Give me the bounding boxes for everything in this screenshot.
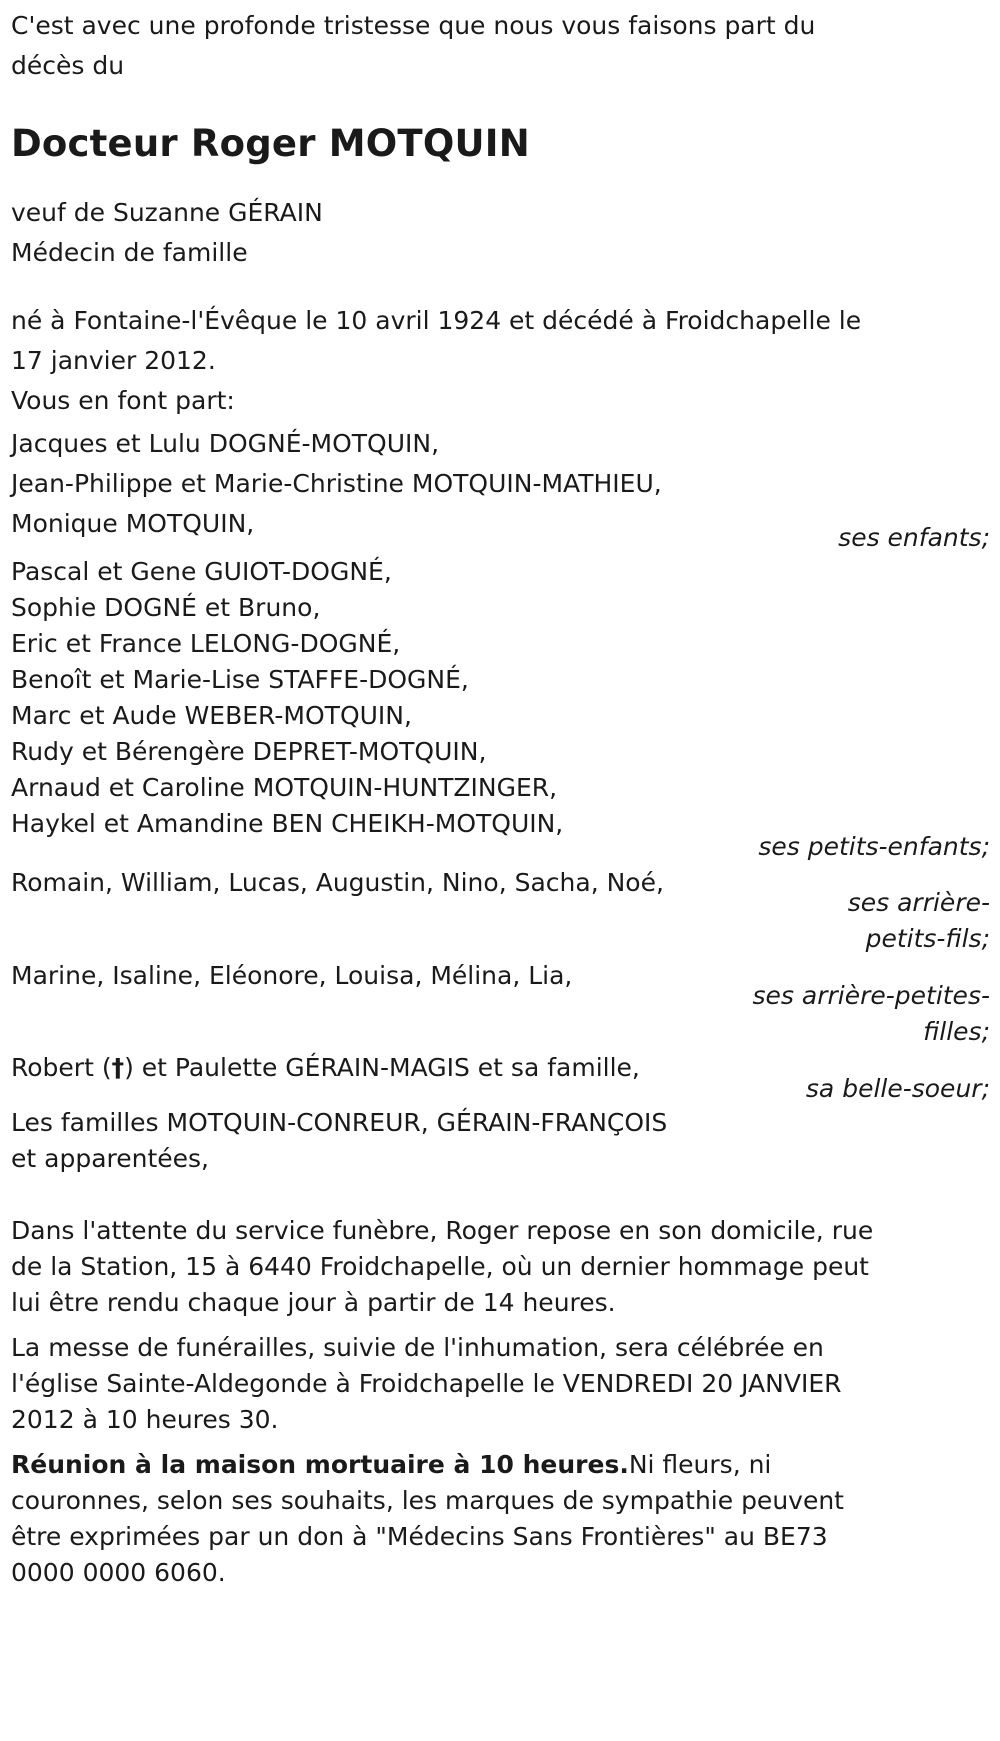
deceased-details — [11, 193, 961, 273]
sister-in-law-before: Robert ( — [11, 1053, 112, 1082]
cross-icon: † — [111, 1053, 125, 1082]
meeting-rest-text: Ni fleurs, ni couronnes, selon ses souhaits, les marques de sympathie peuvent être exprimées par un don à "Médecins Sans Frontières" au BE73 0000 0000 6060. — [11, 1450, 844, 1587]
children-role: ses enfants; — [838, 523, 990, 552]
great-granddaughters-role — [753, 978, 991, 1050]
list-item: Jean-Philippe et Marie-Christine MOTQUIN-MATHIEU, — [11, 469, 662, 498]
list-item: Monique MOTQUIN, — [11, 509, 255, 538]
list-item: Pascal et Gene GUIOT-DOGNÉ, — [11, 557, 392, 586]
meeting-bold-text: Réunion à la maison mortuaire à 10 heures. — [11, 1450, 629, 1479]
list-item: Arnaud et Caroline MOTQUIN-HUNTZINGER, — [11, 773, 558, 802]
announcers-intro: Vous en font part: — [11, 386, 235, 415]
sister-in-law-role: sa belle-soeur; — [805, 1074, 990, 1103]
deceased-name: Docteur Roger MOTQUIN — [11, 122, 530, 165]
mass-text: La messe de funérailles, suivie de l'inhumation, sera célébrée en l'église Sainte-Aldegonde à Froidchapelle le VENDREDI 20 JANVIER 2012 à 10 heures 30. — [11, 1333, 842, 1434]
meeting-text — [11, 1447, 891, 1591]
families-line: Les familles MOTQUIN-CONREUR, GÉRAIN-FRANÇOIS — [11, 1108, 668, 1137]
list-item: Rudy et Bérengère DEPRET-MOTQUIN, — [11, 737, 487, 766]
list-item: Marc et Aude WEBER-MOTQUIN, — [11, 701, 412, 730]
sister-in-law-after: ) et Paulette GÉRAIN-MAGIS et sa famille, — [124, 1053, 640, 1082]
list-item: Haykel et Amandine BEN CHEIKH-MOTQUIN, — [11, 809, 564, 838]
intro-text: C'est avec une profonde tristesse que nous vous faisons part du décès du — [11, 11, 816, 80]
role-line: filles; — [923, 1017, 990, 1046]
list-item: Jacques et Lulu DOGNÉ-MOTQUIN, — [11, 429, 440, 458]
grandchildren-list — [11, 554, 961, 842]
great-grandsons-role — [848, 885, 990, 957]
role-line: ses arrière-petites- — [752, 981, 990, 1010]
list-item: Benoît et Marie-Lise STAFFE-DOGNÉ, — [11, 665, 469, 694]
role-line: ses arrière- — [847, 888, 990, 917]
grandchildren-role: ses petits-enfants; — [758, 832, 990, 861]
profession-line: Médecin de famille — [11, 238, 248, 267]
birth-death-text: né à Fontaine-l'Évêque le 10 avril 1924 et décédé à Froidchapelle le 17 janvier 2012. — [11, 306, 862, 375]
families-text — [11, 1105, 961, 1177]
children-list — [11, 424, 961, 544]
great-granddaughters-list: Marine, Isaline, Eléonore, Louisa, Mélina, Lia, — [11, 961, 573, 990]
great-grandsons-list: Romain, William, Lucas, Augustin, Nino, Sacha, Noé, — [11, 868, 664, 897]
role-line: petits-fils; — [865, 924, 990, 953]
spouse-line: veuf de Suzanne GÉRAIN — [11, 198, 323, 227]
wake-text: Dans l'attente du service funèbre, Roger repose en son domicile, rue de la Station, 15 à 6440 Froidchapelle, où un dernier hommage peut lui être rendu chaque jour à partir de 14 heures. — [11, 1216, 874, 1317]
list-item: Sophie DOGNÉ et Bruno, — [11, 593, 321, 622]
families-line: et apparentées, — [11, 1144, 209, 1173]
list-item: Eric et France LELONG-DOGNÉ, — [11, 629, 401, 658]
